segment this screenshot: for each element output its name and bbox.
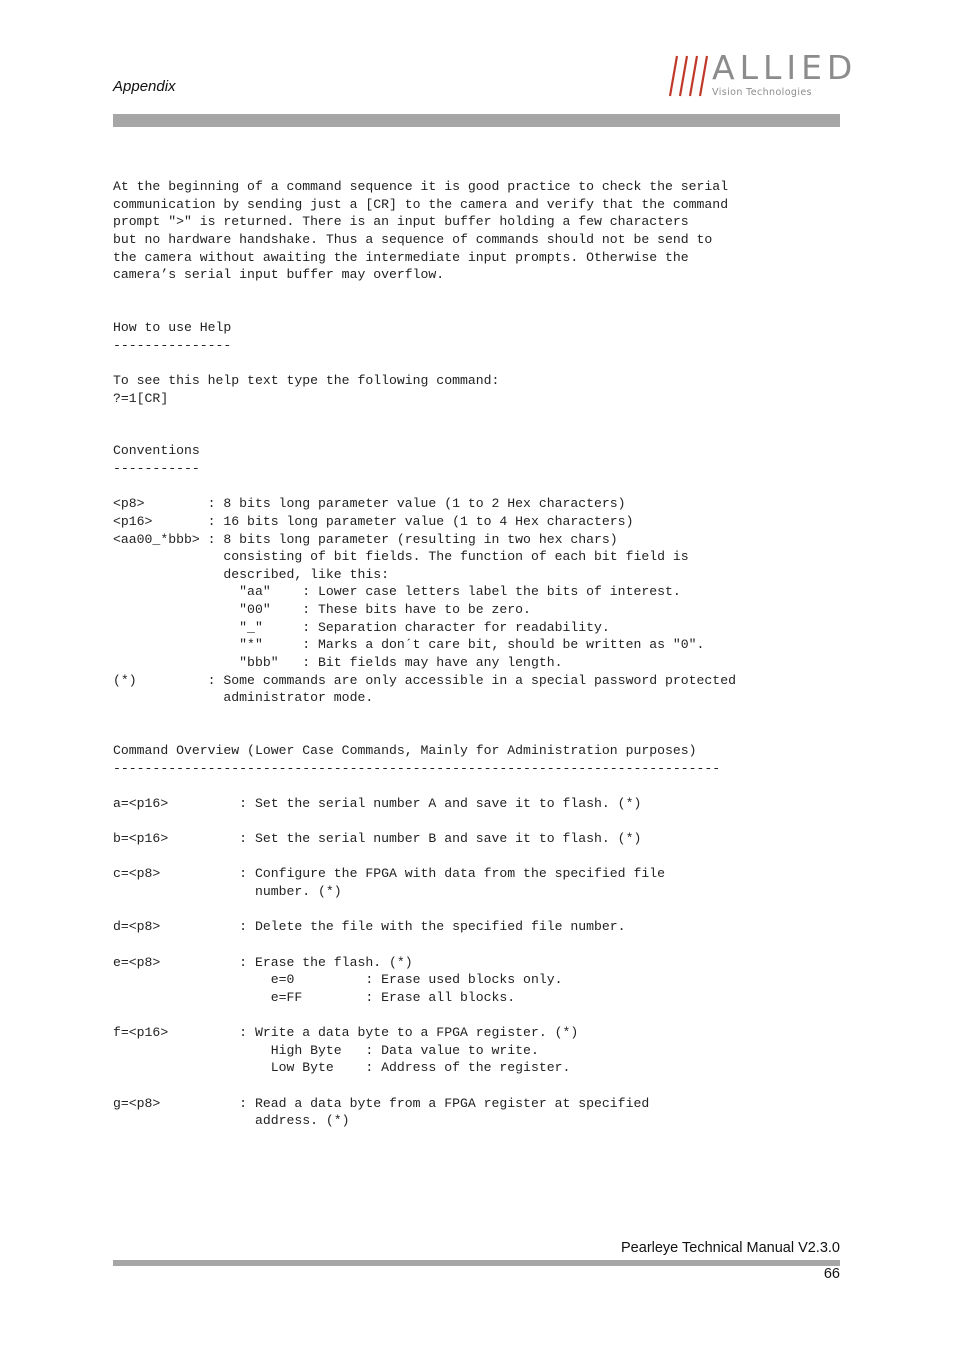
- command-help-text: At the beginning of a command sequence it is good practice to check the serial communication by sending just a [CR] to the camera and verify that the command prompt ">" is returned. There is an input buffer holding a few characters but no hardware handshake. Thus a sequence of commands should not be send to the camera without awaiting the intermediate input prompts. Otherwise the camera’s serial input buffer may overflow. How to use Help --------------- To see this help text type the following command: ?=1[CR] Conventions ----------- <p8> : 8 bits long parameter value (1 to 2 Hex characters) <p16> : 16 bits long parameter value (1 to 4 Hex characters) <aa00_*bbb> : 8 bits long parameter (resulting in two hex chars) consisting of bit fields. The function of each bit field is described, like this: "aa" : Lower case letters label the bits of interest. "00" : These bits have to be zero. "_" : Separation character for readability. "*" : Marks a don´t care bit, should be written as "0". "bbb" : Bit fields may have any length. (*) : Some commands are only accessible in a special password protected administrator mode. Command Overview (Lower Case Commands, Mainly for Administration purposes) ----------------------------------------------------------------------------- a=<p16> : Set the serial number A and save it to flash. (*) b=<p16> : Set the serial number B and save it to flash. (*) c=<p8> : Configure the FPGA with data from the specified file number. (*) d=<p8> : Delete the file with the specified file number. e=<p8> : Erase the flash. (*) e=0 : Erase used blocks only. e=FF : Erase all blocks. f=<p16> : Write a data byte to a FPGA register. (*) High Byte : Data value to write. Low Byte : Address of the register. g=<p8> : Read a data byte from a FPGA register at specified address. (*): [113, 179, 736, 1129]
- page-number: 66: [823, 1266, 840, 1282]
- logo-wordmark: ALLIED: [712, 48, 858, 87]
- allied-logo: [668, 48, 858, 102]
- footer-manual-title: Pearleye Technical Manual V2.3.0: [621, 1240, 840, 1256]
- header-rule: [113, 114, 840, 127]
- logo-slashes-icon: [668, 54, 712, 98]
- logo-subtext: Vision Technologies: [712, 87, 812, 98]
- footer-rule: [113, 1260, 840, 1266]
- section-title: Appendix: [113, 78, 176, 95]
